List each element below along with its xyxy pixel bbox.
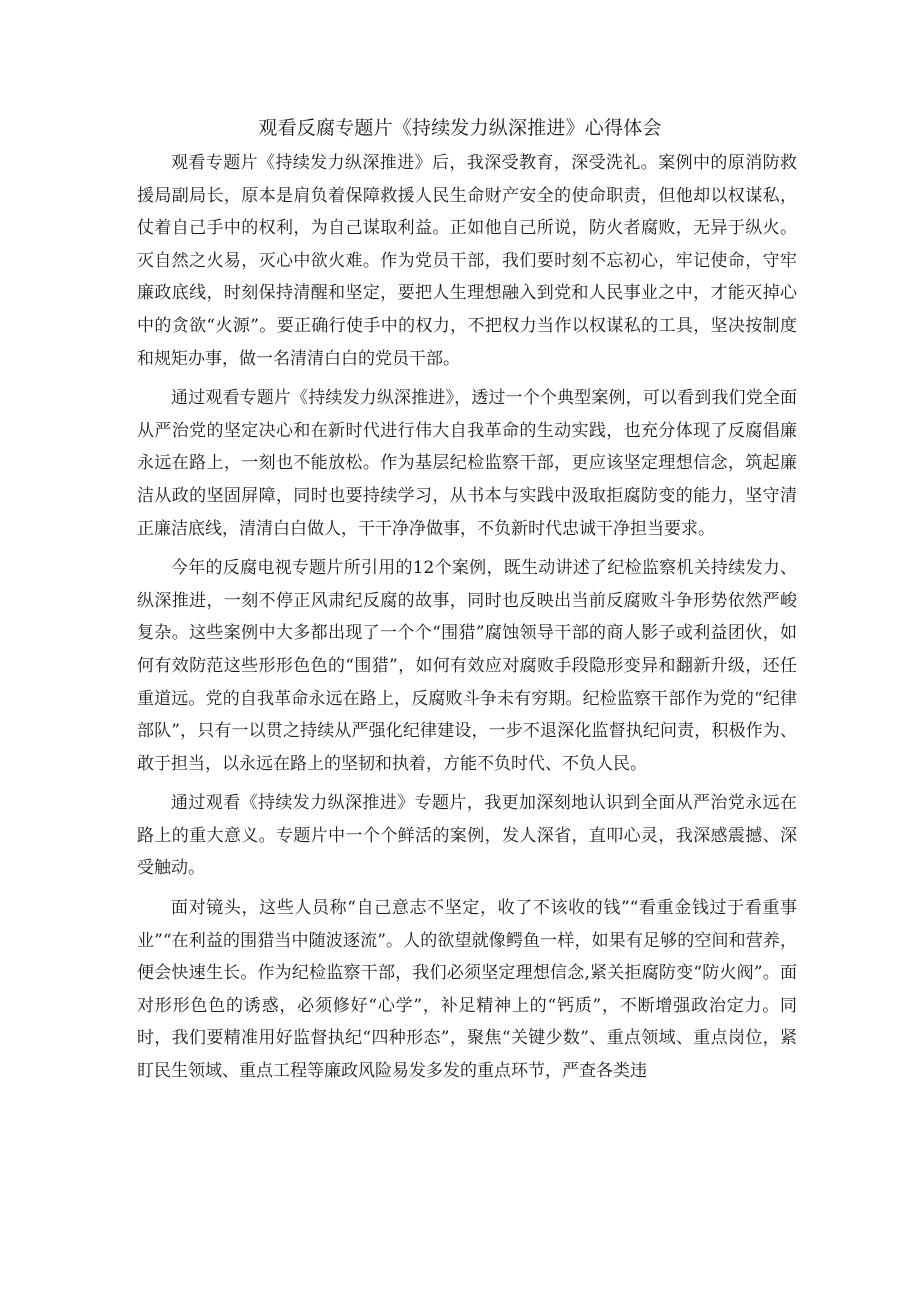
document-title: 观看反腐专题片《持续发力纵深推进》心得体会	[258, 117, 662, 139]
paragraph-2: 通过观看专题片《持续发力纵深推进》，透过一个个典型案例，可以看到我们党全面从严治党的坚定决心和在新时代进行伟大自我革命的生动实践，也充分体现了反腐倡廉永远在路上，一刻也不能放松。作为基层纪检监察干部，更应该坚定理想信念，筑起廉洁从政的坚固屏障，同时也要持续学习，从书本与实践中汲取拒腐防变的能力，坚守清正廉洁底线，清清白白做人，干干净净做事，不负新时代忠诚干净担当要求。	[137, 388, 797, 539]
document-body	[137, 147, 797, 1095]
paragraph-4: 通过观看《持续发力纵深推进》专题片，我更加深刻地认识到全面从严治党永远在路上的重大意义。专题片中一个个鲜活的案例，发人深省，直叩心灵，我深感震撼、深受触动。	[137, 793, 797, 879]
paragraph-3: 今年的反腐电视专题片所引用的12个案例，既生动讲述了纪检监察机关持续发力、纵深推进，一刻不停正风肃纪反腐的故事，同时也反映出当前反腐败斗争形势依然严峻复杂。这些案例中大多都出现了一个个“围猎”腐蚀领导干部的商人影子或利益团伙，如何有效防范这些形形色色的“围猎”，如何有效应对腐败手段隐形变异和翻新升级，还任重道远。党的自我革命永远在路上，反腐败斗争未有穷期。纪检监察干部作为党的“纪律部队”，只有一以贯之持续从严强化纪律建设，一步不退深化监督执纪问责，积极作为、敢于担当，以永远在路上的坚韧和执着，方能不负时代、不负人民。	[137, 558, 797, 774]
paragraph-5: 面对镜头，这些人员称“自己意志不坚定，收了不该收的钱”“看重金钱过于看重事业”“在利益的围猎当中随波逐流”。人的欲望就像鳄鱼一样，如果有足够的空间和营养，便会快速生长。作为纪检监察干部，我们必须坚定理想信念,紧关拒腐防变“防火阀”。面对形形色色的诱惑，必须修好“心学”，补足精神上的“钙质”，不断增强政治定力。同时，我们要精准用好监督执纪“四种形态”，聚焦“关键少数”、重点领域、重点岗位，紧盯民生领域、重点工程等廉政风险易发多发的重点环节，严查各类违	[137, 898, 797, 1082]
paragraph-1: 观看专题片《持续发力纵深推进》后，我深受教育，深受洗礼。案例中的原消防救援局副局长，原本是肩负着保障救援人民生命财产安全的使命职责，但他却以权谋私，仗着自己手中的权利，为自己谋取利益。正如他自己所说，防火者腐败，无异于纵火。灭自然之火易，灭心中欲火难。作为党员干部，我们要时刻不忘初心，牢记使命，守牢廉政底线，时刻保持清醒和坚定，要把人生理想融入到党和人民事业之中，才能灭掉心中的贪欲“火源”。要正确行使手中的权力，不把权力当作以权谋私的工具，坚决按制度和规矩办事，做一名清清白白的党员干部。	[137, 153, 797, 369]
